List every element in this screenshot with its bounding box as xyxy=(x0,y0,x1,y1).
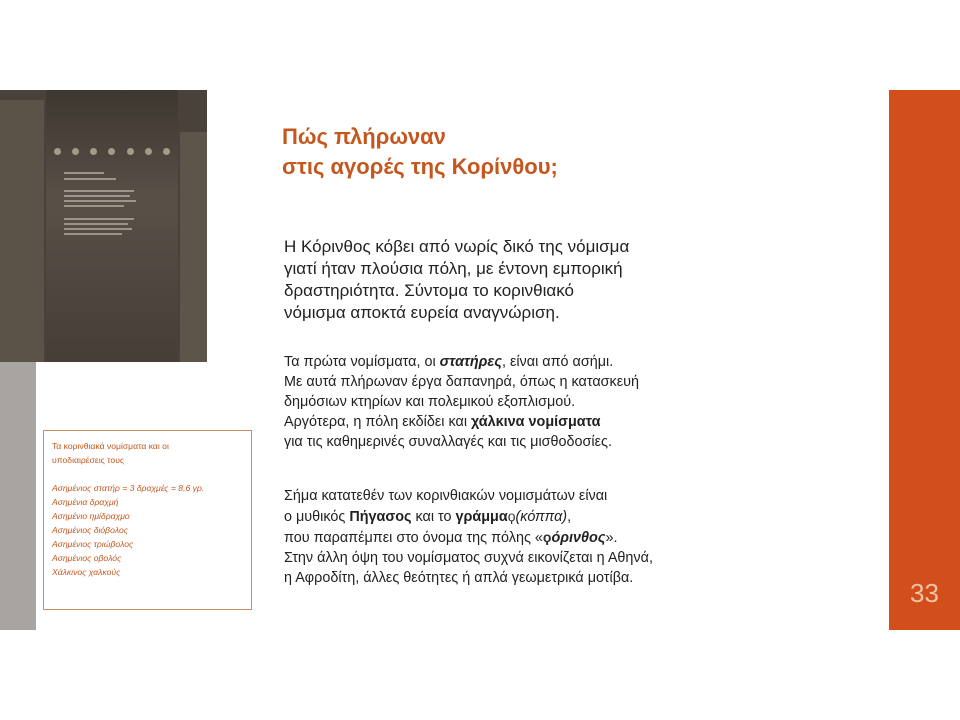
intro-line: γιατί ήταν πλούσια πόλη, με έντονη εμπορική xyxy=(284,259,623,278)
photo-panel-left xyxy=(0,100,44,362)
page-number: 33 xyxy=(910,578,939,608)
body-line: Αργότερα, η πόλη εκδίδει και χάλκινα νομίσματα xyxy=(284,414,601,430)
body-line: δημόσιων κτηρίων και πολεμικού εξοπλισμού. xyxy=(284,394,576,410)
intro-line: δραστηριότητα. Σύντομα το κορινθιακό xyxy=(284,281,574,300)
body-line: για τις καθημερινές συναλλαγές και τις μισθοδοσίες. xyxy=(284,434,612,450)
intro-line: νόμισμα αποκτά ευρεία αναγνώριση. xyxy=(284,303,560,322)
slide-title xyxy=(282,122,558,182)
right-accent-bar xyxy=(889,90,960,630)
title-line-1: Πώς πλήρωναν xyxy=(282,124,446,149)
body-line: Στην άλλη όψη του νομίσματος συχνά εικονίζεται η Αθηνά, xyxy=(284,550,653,566)
body-line: Τα πρώτα νομίσματα, οι στατήρες, είναι από ασήμι. xyxy=(284,354,614,370)
denomination-item: Ασημένιος τριώβολος xyxy=(52,539,134,549)
bronze-coins-term: χάλκινα νομίσματα xyxy=(471,414,601,430)
coins-paragraph xyxy=(284,352,804,452)
intro-line: Η Κόρινθος κόβει από νωρίς δικό της νόμισμα xyxy=(284,237,630,256)
denomination-item: Ασημένιος διόβολος xyxy=(52,525,128,535)
photo-panel-right xyxy=(180,132,207,362)
box-header: Τα κορινθιακά νομίσματα και οι υποδιαιρέσεις τους xyxy=(52,441,169,465)
intro-paragraph xyxy=(284,236,804,324)
photo-panel-center xyxy=(46,90,178,362)
body-line: Με αυτά πλήρωναν έργα δαπανηρά, όπως η κατασκευή xyxy=(284,374,640,390)
denomination-item: Ασημένια δραχμή xyxy=(52,497,119,507)
korinthos-term: όρινθος xyxy=(551,530,606,546)
pegasus-term: Πήγασος xyxy=(349,509,412,525)
symbols-paragraph xyxy=(284,486,824,588)
denomination-item: Χάλκινος χαλκούς xyxy=(52,567,121,577)
coin-denominations-box xyxy=(43,430,252,610)
body-line: η Αφροδίτη, άλλες θεότητες ή απλά γεωμετρικά μοτίβα. xyxy=(284,570,634,586)
title-line-2: στις αγορές της Κορίνθου; xyxy=(282,154,558,179)
koppa-letter: ϙ xyxy=(542,529,552,545)
body-line: ο μυθικός Πήγασος και το γράμμαϙ(κόππα), xyxy=(284,508,572,525)
body-line: που παραπέμπει στο όνομα της πόλης «ϙόρινθος». xyxy=(284,529,618,546)
stater-term: στατήρες xyxy=(439,354,502,370)
body-line: Σήμα κατατεθέν των κορινθιακών νομισμάτων είναι xyxy=(284,488,608,504)
panel-icons xyxy=(54,148,170,156)
denomination-item: Ασημένιος οβολός xyxy=(52,553,122,563)
denomination-item: Ασημένιος στατήρ = 3 δραχμές = 8,6 γρ. xyxy=(52,483,205,493)
koppa-letter: ϙ xyxy=(507,508,516,524)
denomination-item: Ασημένιο ημίδραχμο xyxy=(52,511,130,521)
exhibition-panels-photo xyxy=(0,90,207,362)
